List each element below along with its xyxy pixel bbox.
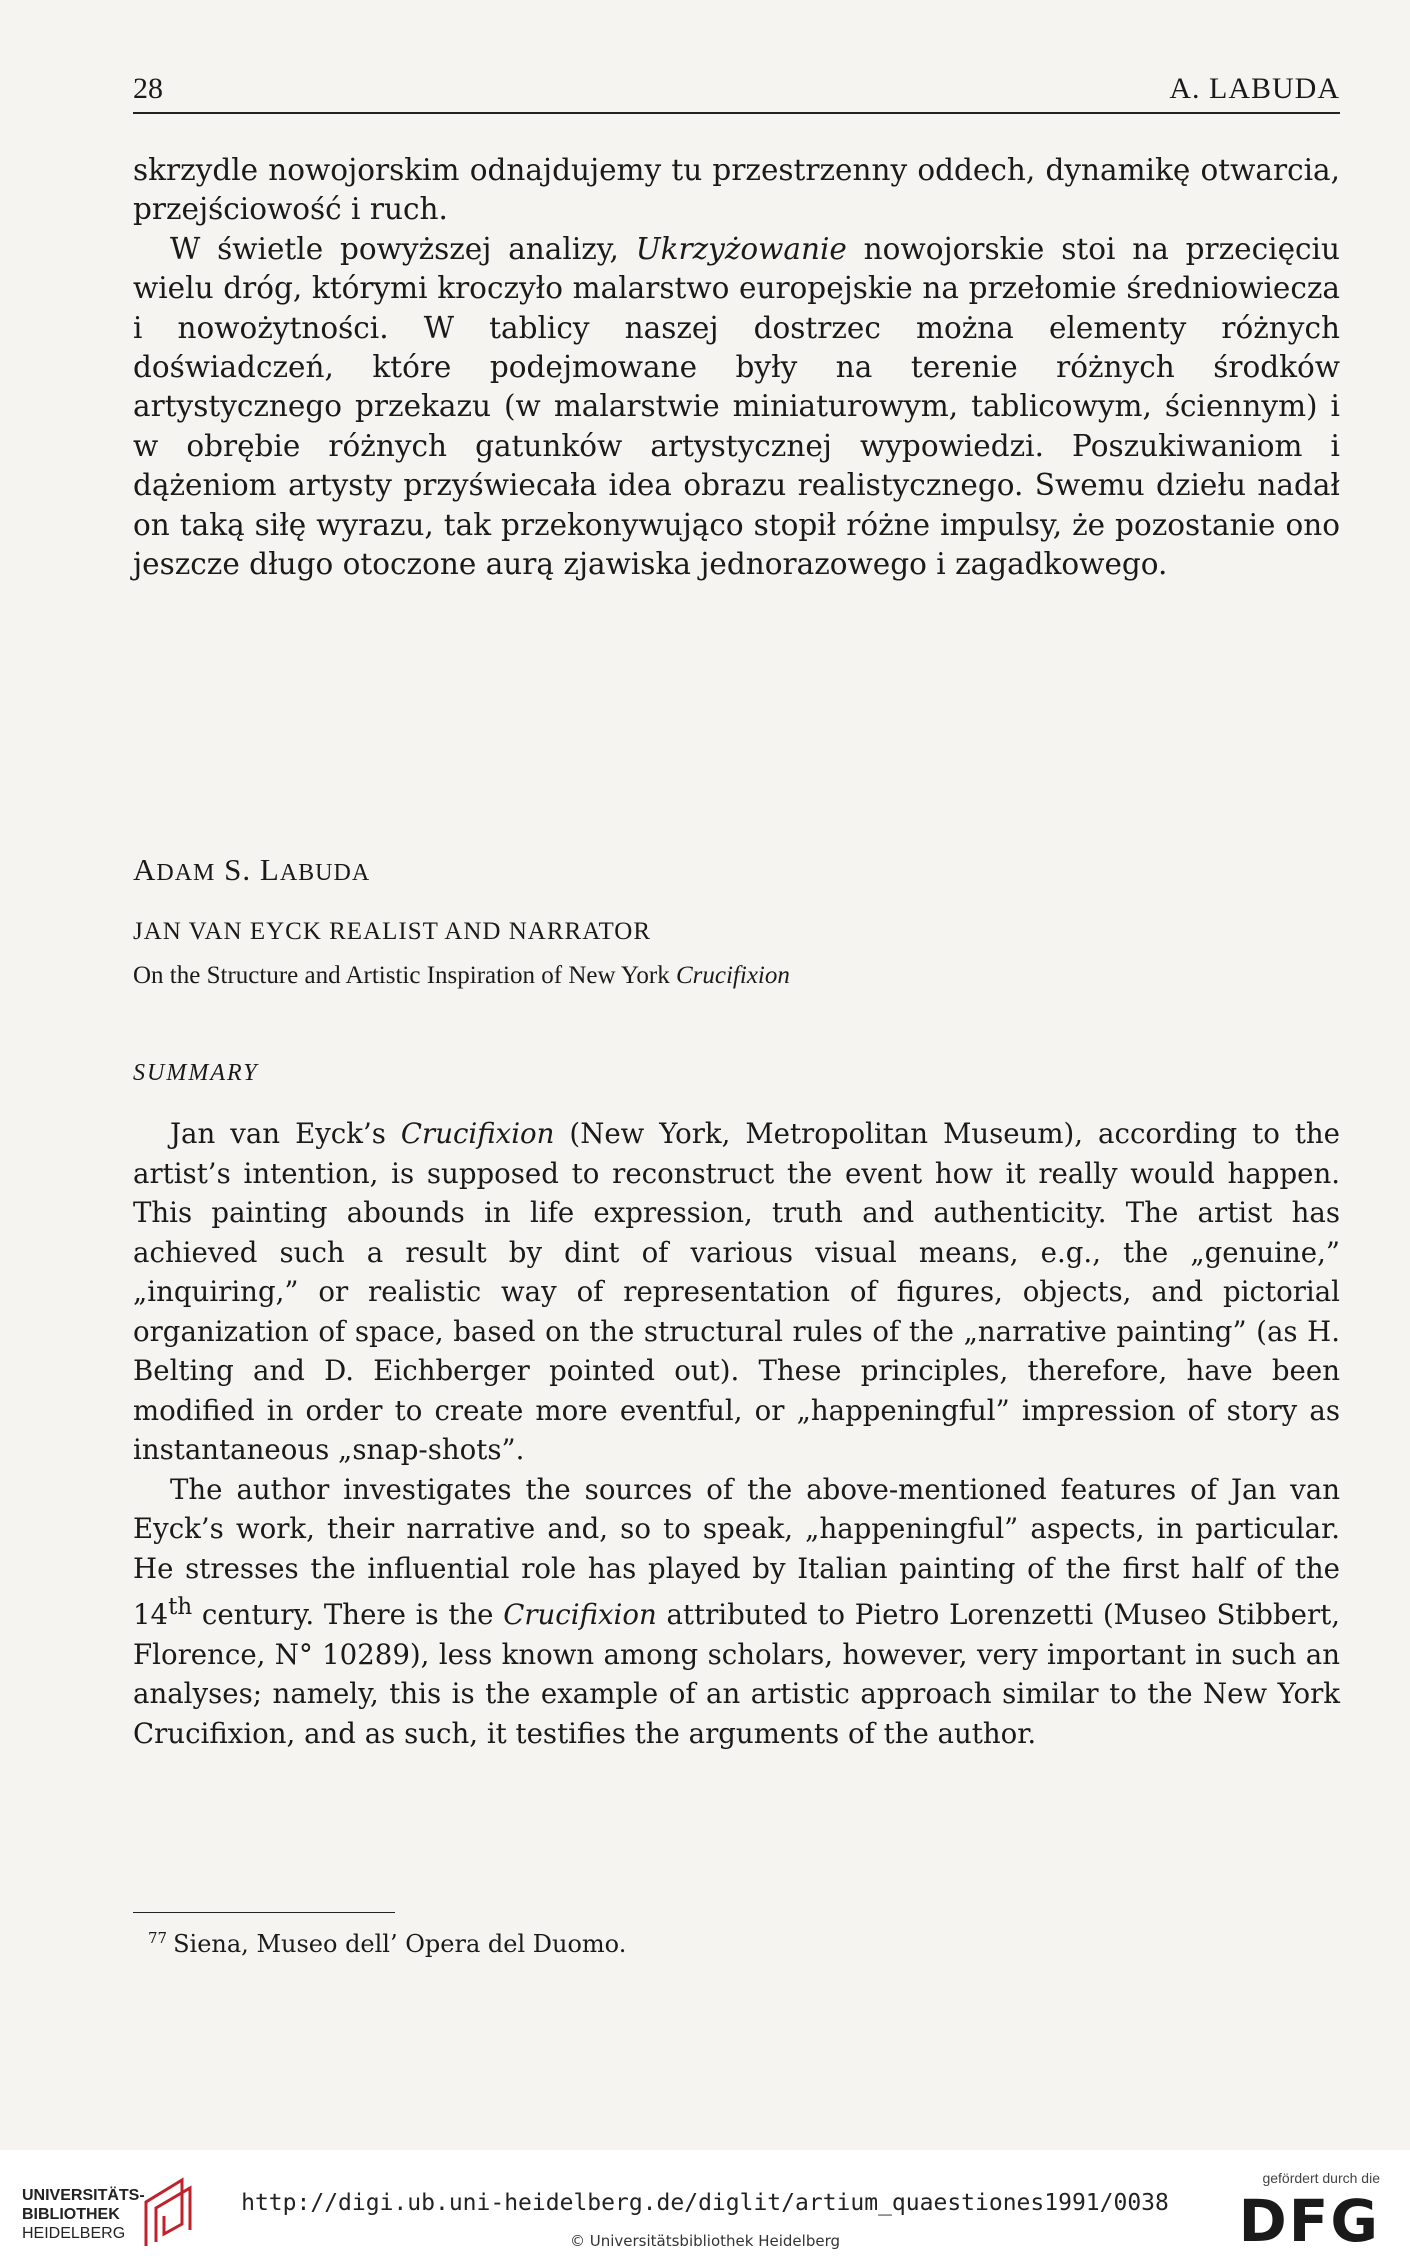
- text-run: Jan van Eyck’s: [170, 1117, 401, 1150]
- text-run: century. There is the: [192, 1598, 504, 1632]
- funding-label: gefördert durch die: [1262, 2170, 1380, 2186]
- footnote-divider: [133, 1912, 395, 1913]
- footnote: [148, 1922, 626, 1960]
- footnote-number: 77: [148, 1929, 168, 1947]
- text-run: attributed to Pietro Lorenzetti (Museo Stibbert, Florence, N° 10289), less known among scholars, however, very important in such an analyses; namely, this is the example of an artistic approach similar to the New York Crucifixion, and as such, it testifies the arguments of the author.: [133, 1598, 1340, 1750]
- paragraph: [133, 1470, 1340, 1754]
- library-line: BIBLIOTHEK: [22, 2206, 120, 2223]
- author-letter: S. L: [215, 852, 280, 887]
- text-run: W świetle powyższej analizy,: [170, 231, 636, 266]
- summary-title: JAN VAN EYCK REALIST AND NARRATOR: [133, 918, 652, 945]
- paragraph: skrzydle nowojorskim odnajdujemy tu przestrzenny oddech, dynamikę otwarcia, przejściowość i ruch.: [133, 153, 1340, 227]
- paragraph: [133, 1114, 1340, 1470]
- running-author: A. LABUDA: [1169, 72, 1340, 105]
- text-run: The author investigates the sources of the above-mentioned features of Jan van Eyck’s work, their narrative and, so to speak, „happeningful” aspects, in particular. He stresses the influential role has played by Italian painting of the first half of the 14: [133, 1472, 1340, 1632]
- author-letter: A: [133, 852, 157, 887]
- italic-title: Crucifixion: [503, 1598, 657, 1632]
- italic-title: Crucifixion: [675, 962, 790, 989]
- text-run: (New York, Metropolitan Museum), according to the artist’s intention, is supposed to reconstruct the event how it really would happen. This painting abounds in life expression, truth and authenticity. The artist has achieved such a result by dint of various visual means, e.g., the „genuine,” „inquiring,” or realistic way of representation of figures, objects, and pictorial organization of space, based on the structural rules of the „narrative painting” (as H. Belting and D. Eichberger pointed out). These principles, therefore, have been modified in order to create more eventful, or „happeningful” impression of story as instantaneous „snap-shots”.: [133, 1117, 1340, 1466]
- author-smallcaps: DAM: [156, 860, 216, 886]
- paragraph: [133, 230, 1340, 585]
- polish-body-text: [133, 151, 1340, 584]
- superscript: th: [168, 1594, 193, 1620]
- dfg-logo: [1238, 2187, 1380, 2255]
- italic-title: Crucifixion: [400, 1117, 555, 1150]
- summary-body-text: [133, 1114, 1340, 1753]
- digitization-footer: [0, 2150, 1410, 2262]
- dfg-logo-text: DFG: [1238, 2187, 1380, 2255]
- footnote-text: Siena, Museo dell’ Opera del Duomo.: [173, 1930, 627, 1958]
- summary-author: [133, 852, 370, 888]
- page-number: 28: [133, 72, 163, 105]
- library-line: UNIVERSITÄTS-: [22, 2187, 145, 2204]
- text-run: On the Structure and Artistic Inspiration of New York: [133, 962, 676, 989]
- library-line: HEIDELBERG: [22, 2225, 126, 2242]
- text-run: nowojorskie stoi na przecięciu wielu dróg, którymi kroczyło malarstwo europejskie na przełomie średniowiecza i nowożytności. W tablicy naszej dostrzec można elementy różnych doświadczeń, które podejmowane były na terenie różnych środków artystycznego przekazu (w malarstwie miniaturowym, tablicowym, ściennym) i w obrębie różnych gatunków artystycznej wypowiedzi. Poszukiwaniom i dążeniom artysty przyświecała idea obrazu realistycznego. Swemu dziełu nadał on taką siłę wyrazu, tak przekonywująco stopił różne impulsy, że pozostanie ono jeszcze długo otoczone aurą zjawiska jednorazowego i zagadkowego.: [133, 231, 1340, 582]
- permalink-url[interactable]: http://digi.ub.uni-heidelberg.de/diglit/artium_quaestiones1991/0038: [241, 2190, 1169, 2216]
- author-smallcaps: ABUDA: [279, 860, 371, 886]
- italic-title: Ukrzyżowanie: [635, 231, 847, 266]
- copyright-notice: © Universitätsbibliothek Heidelberg: [569, 2232, 840, 2250]
- running-header: [133, 72, 1340, 114]
- summary-heading: SUMMARY: [133, 1060, 259, 1086]
- summary-subtitle: [133, 962, 790, 990]
